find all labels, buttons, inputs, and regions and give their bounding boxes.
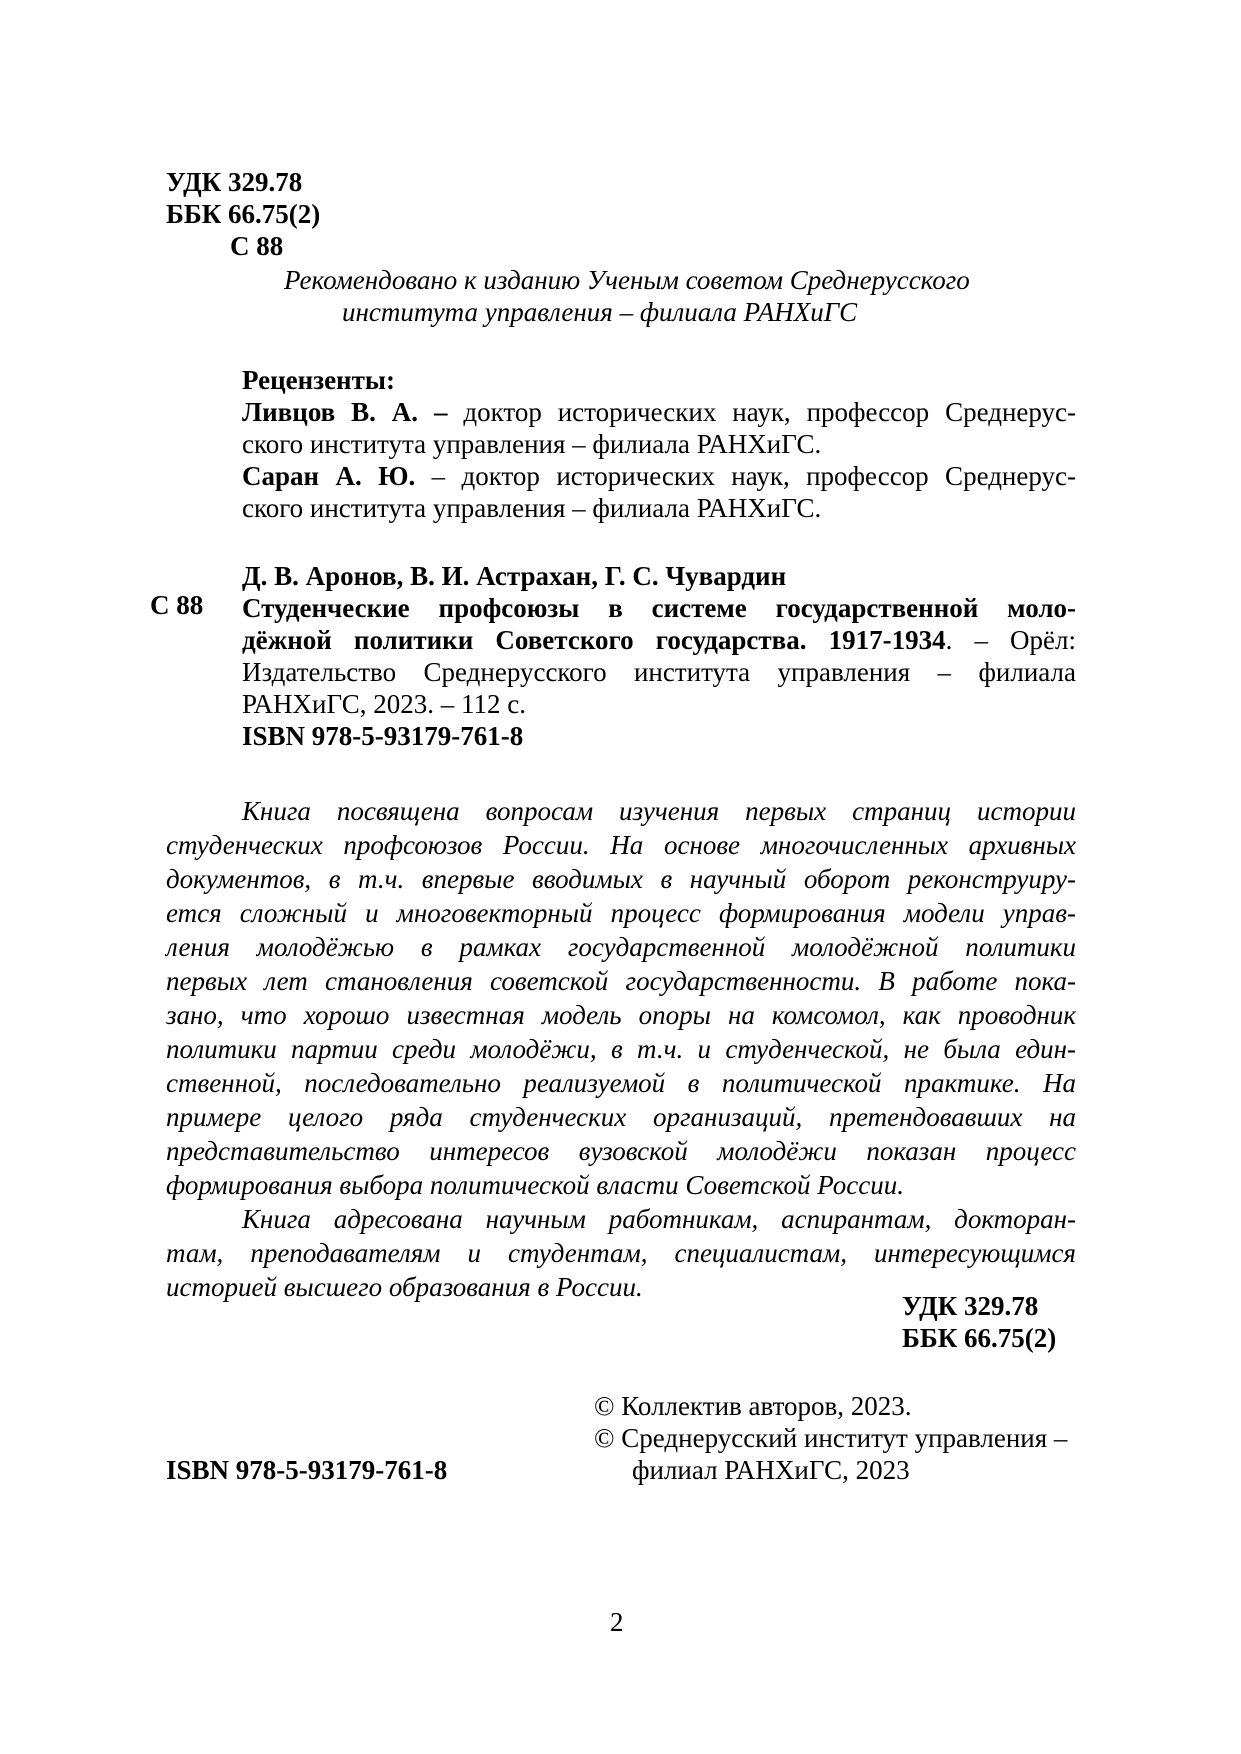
abstract-line: Книга адресована научным работникам, аспирантам, докторан- <box>242 1204 1076 1234</box>
reviewer-2-line-1 <box>242 460 1076 492</box>
reviewer-2-name: Саран А. Ю. <box>242 461 416 491</box>
footer-bbk: ББК 66.75(2) <box>902 1323 1057 1353</box>
page-number: 2 <box>610 1607 624 1637</box>
abstract-line: документов, в т.ч. впервые вводимых в научный оборот реконструиру- <box>166 864 1076 894</box>
abstract-line: представительство интересов вузовской молодёжи показан процесс <box>166 1136 1076 1166</box>
copyright-line-1: © Коллектив авторов, 2023. <box>594 1391 912 1421</box>
title-line-1: Студенческие профсоюзы в системе государственной моло- <box>242 593 1076 623</box>
publisher-line: Издательство Среднерусского института управления – филиала <box>242 657 1076 687</box>
abstract-line: формирования выбора политической власти Советской России. <box>166 1170 905 1200</box>
abstract-line: первых лет становления советской государственности. В работе пока- <box>166 966 1076 996</box>
abstract-line: политики партии среди молодёжи, в т.ч. и студенческой, не была един- <box>166 1034 1076 1064</box>
reviewers-heading: Рецензенты: <box>242 365 395 395</box>
reviewer-1-line-1 <box>242 396 1076 428</box>
footer-isbn: ISBN 978-5-93179-761-8 <box>166 1455 448 1485</box>
abstract-line: Книга посвящена вопросам изучения первых страниц истории <box>242 796 1076 826</box>
title-line-2-rest: . – Орёл: <box>945 625 1076 655</box>
reviewer-1-credentials: доктор исторических наук, профессор Среднерус- <box>447 397 1076 427</box>
abstract-line: там, преподавателям и студентам, специалистам, интересующимся <box>166 1238 1076 1268</box>
footer-udk: УДК 329.78 <box>902 1291 1039 1321</box>
publisher-year-pages: РАНХиГС, 2023. – 112 с. <box>242 689 527 719</box>
abstract-line: ственной, последовательно реализуемой в политической практике. На <box>166 1068 1076 1098</box>
abstract-line: студенческих профсоюзов России. На основе многочисленных архивных <box>166 830 1076 860</box>
author-mark: С 88 <box>230 231 284 261</box>
abstract-line: ления молодёжью в рамках государственной молодёжной политики <box>166 932 1076 962</box>
bibliography-author-mark: С 88 <box>150 590 204 620</box>
bibliography-isbn: ISBN 978-5-93179-761-8 <box>242 721 524 751</box>
recommendation-note <box>284 264 970 328</box>
copyright-line-3: филиал РАНХиГС, 2023 <box>632 1455 910 1485</box>
abstract <box>166 794 1076 1304</box>
bibliographic-description <box>242 560 1076 752</box>
bbk-code: ББК 66.75(2) <box>166 199 321 229</box>
reviewer-2-credentials: – доктор исторических наук, профессор Среднерус- <box>415 461 1076 491</box>
reviewers-block <box>242 364 1076 524</box>
abstract-line: зано, что хорошо известная модель опоры на комсомол, как проводник <box>166 1000 1076 1030</box>
reviewer-1-line-2: ского института управления – филиала РАНХиГС. <box>242 429 822 459</box>
authors-line: Д. В. Аронов, В. И. Астрахан, Г. С. Чувардин <box>242 561 787 591</box>
classification-header <box>166 166 320 262</box>
copyright-line-2: © Среднерусский институт управления – <box>594 1423 1068 1453</box>
reviewer-1-name: Ливцов В. А. – <box>242 397 448 427</box>
abstract-line: историей высшего образования в России. <box>166 1272 643 1302</box>
title-line-2 <box>242 624 1076 656</box>
recommendation-line-2: института управления – филиала РАНХиГС <box>342 297 858 327</box>
recommendation-line-1: Рекомендовано к изданию Ученым советом Среднерусского <box>284 265 970 295</box>
abstract-line: ется сложный и многовекторный процесс формирования модели управ- <box>166 898 1076 928</box>
copyright-block <box>594 1390 1067 1486</box>
title-line-2-bold: дёжной политики Советского государства. 1917-1934 <box>242 625 946 655</box>
footer-classification <box>902 1290 1056 1354</box>
abstract-line: примере целого ряда студенческих организаций, претендовавших на <box>166 1102 1076 1132</box>
udk-code: УДК 329.78 <box>166 167 303 197</box>
reviewer-2-line-2: ского института управления – филиала РАНХиГС. <box>242 493 822 523</box>
